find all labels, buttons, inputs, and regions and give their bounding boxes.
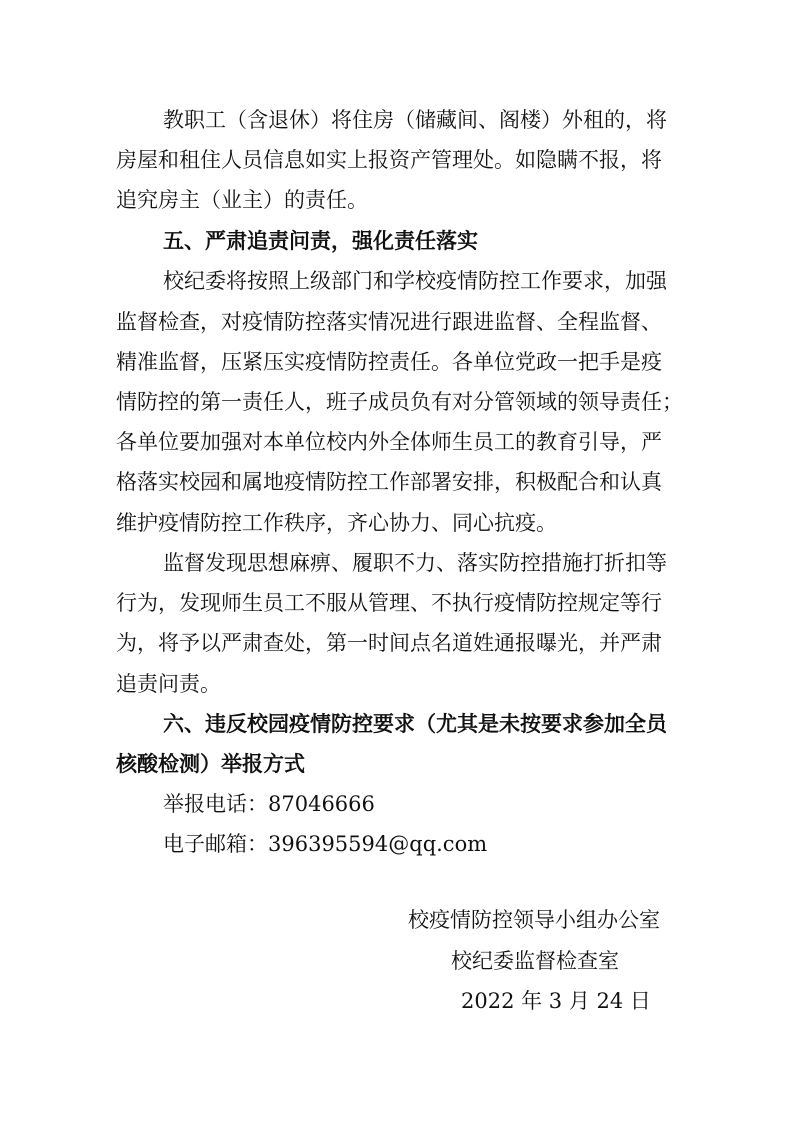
paragraph-line: 教职工（含退休）将住房（储藏间、阁楼）外租的，将	[163, 108, 667, 132]
signature-org-1: 校疫情防控领导小组办公室	[408, 908, 660, 932]
paragraph-line: 各单位要加强对本单位校内外全体师生员工的教育引导，严	[116, 430, 662, 454]
paragraph-line: 行为，发现师生员工不服从管理、不执行疫情防控规定等行	[116, 591, 662, 615]
section-heading: 五、严肃追责问责，强化责任落实	[163, 229, 478, 253]
paragraph-line: 精准监督，压紧压实疫情防控责任。各单位党政一把手是疫	[116, 350, 662, 374]
paragraph-line: 维护疫情防控工作秩序，齐心协力、同心抗疫。	[116, 511, 557, 535]
paragraph-line: 房屋和租住人员信息如实上报资产管理处。如隐瞒不报，将	[116, 148, 662, 172]
paragraph-line: 追究房主（业主）的责任。	[116, 188, 368, 212]
phone-label: 举报电话：	[163, 792, 268, 816]
paragraph-line: 追责问责。	[116, 672, 221, 696]
paragraph-line: 监督发现思想麻痹、履职不力、落实防控措施打折扣等	[163, 551, 667, 575]
paragraph-line: 格落实校园和属地疫情防控工作部署安排，积极配合和认真	[116, 470, 662, 494]
paragraph-line: 为，将予以严肃查处，第一时间点名道姓通报曝光，并严肃	[116, 631, 662, 655]
signature-org-2: 校纪委监督检查室	[451, 949, 619, 973]
section-heading: 六、违反校园疫情防控要求（尤其是未按要求参加全员	[163, 712, 667, 736]
paragraph-line: 校纪委将按照上级部门和学校疫情防控工作要求，加强	[163, 269, 667, 293]
section-heading: 核酸检测）举报方式	[116, 752, 305, 776]
report-phone-line	[163, 790, 375, 818]
paragraph-line: 监督检查，对疫情防控落实情况进行跟进监督、全程监督、	[116, 310, 662, 334]
email-label: 电子邮箱：	[163, 832, 268, 856]
email-address: 396395594@qq.com	[268, 832, 488, 856]
signature-date: 2022 年 3 月 24 日	[461, 989, 651, 1013]
report-email-line	[163, 830, 487, 858]
paragraph-line: 情防控的第一责任人，班子成员负有对分管领域的领导责任；	[116, 390, 683, 414]
phone-number: 87046666	[268, 792, 375, 816]
